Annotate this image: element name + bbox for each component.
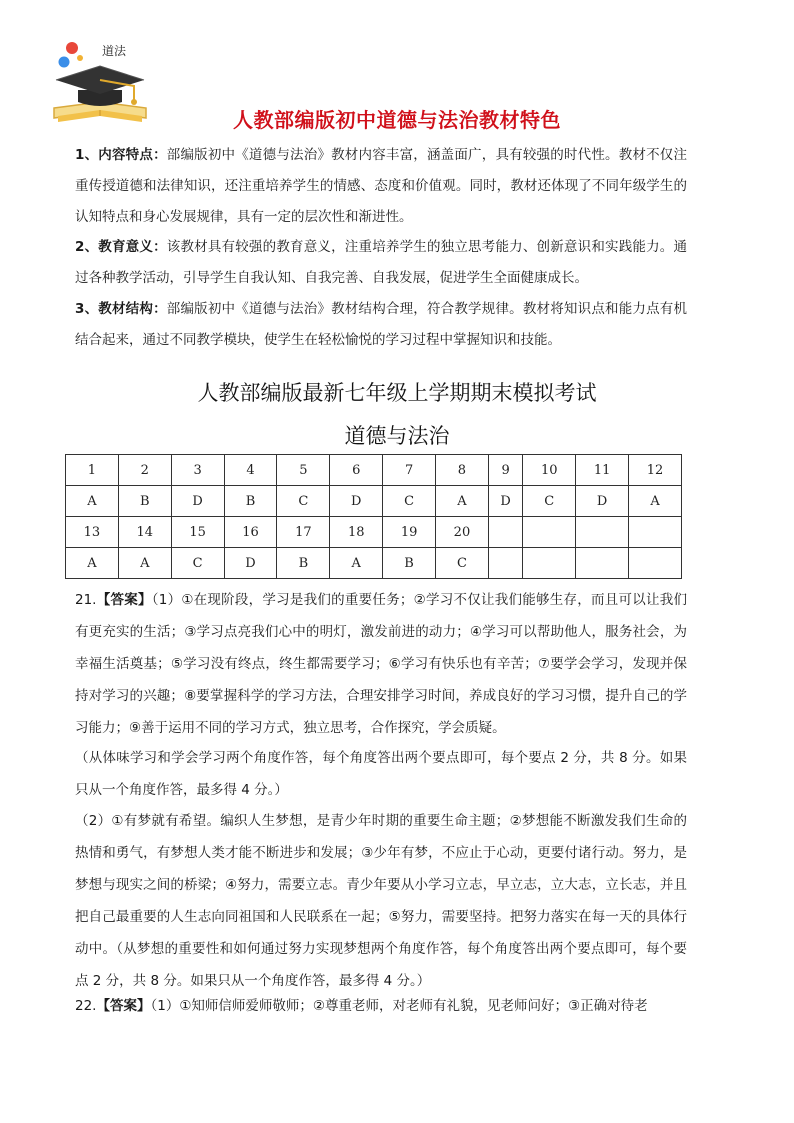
intro-item-text: 部编版初中《道德与法治》教材结构合理，符合教学规律。教材将知识点和能力点有机结合起来，通过不同教学模块，使学生在轻松愉悦的学习过程中掌握知识和技能。 xyxy=(75,301,687,348)
table-cell xyxy=(523,548,576,579)
answer-text: （1）①知师信师爱师敬师；②尊重老师，对老师有礼貌，见老师问好；③正确对待老 xyxy=(150,998,648,1014)
table-cell: A xyxy=(330,548,383,579)
answer-tag: 【答案】 xyxy=(96,592,152,608)
table-cell: 3 xyxy=(171,455,224,486)
table-row xyxy=(66,517,682,548)
exam-subtitle: 道德与法治 xyxy=(344,424,450,448)
table-cell: B xyxy=(224,486,277,517)
table-cell: C xyxy=(436,548,489,579)
question-21-part-1 xyxy=(75,584,687,744)
table-cell xyxy=(488,517,522,548)
table-cell: 6 xyxy=(330,455,383,486)
intro-item-content xyxy=(75,140,687,233)
table-cell: A xyxy=(118,548,171,579)
table-cell: 17 xyxy=(277,517,330,548)
table-cell: 5 xyxy=(277,455,330,486)
table-cell: A xyxy=(629,486,682,517)
table-cell: B xyxy=(383,548,436,579)
table-cell: 1 xyxy=(66,455,119,486)
question-number: 22. xyxy=(75,998,97,1014)
answer-tag: 【答案】 xyxy=(96,998,151,1014)
answer-text: （1）①在现阶段，学习是我们的重要任务；②学习不仅让我们能够生存，而且可以让我们有更充实的生活；③学习点亮我们心中的明灯，激发前进的动力；④学习可以帮助他人，服务社会，为幸福生活奠基；⑤学习没有终点，终生都需要学习；⑥学习有快乐也有辛苦；⑦要学会学习，发现并保持对学习的兴趣；⑧要掌握科学的学习方法，合理安排学习时间，养成良好的学习习惯，提升自己的学习能力；⑨善于运用不同的学习方式，独立思考，合作探究，学会质疑。 xyxy=(75,592,687,736)
table-cell: C xyxy=(383,486,436,517)
question-number: 21. xyxy=(75,592,97,608)
table-cell xyxy=(488,548,522,579)
table-cell: 12 xyxy=(629,455,682,486)
table-cell: 20 xyxy=(436,517,489,548)
table-cell: 11 xyxy=(576,455,629,486)
intro-title: 人教部编版初中道德与法治教材特色 xyxy=(233,108,561,132)
table-cell: 14 xyxy=(118,517,171,548)
table-cell: 19 xyxy=(383,517,436,548)
intro-item-education xyxy=(75,232,687,294)
intro-item-structure xyxy=(75,294,687,356)
intro-item-label: 1、内容特点： xyxy=(75,147,167,163)
table-cell: 16 xyxy=(224,517,277,548)
answer-table xyxy=(65,454,682,579)
table-cell: C xyxy=(523,486,576,517)
table-cell: D xyxy=(330,486,383,517)
table-cell xyxy=(576,517,629,548)
table-cell: C xyxy=(277,486,330,517)
table-cell: 10 xyxy=(523,455,576,486)
table-row xyxy=(66,548,682,579)
table-cell xyxy=(523,517,576,548)
table-cell: 18 xyxy=(330,517,383,548)
table-cell: D xyxy=(171,486,224,517)
table-cell: 15 xyxy=(171,517,224,548)
table-cell: A xyxy=(66,486,119,517)
table-cell: D xyxy=(576,486,629,517)
question-22-part-1 xyxy=(75,990,687,1022)
exam-title: 人教部编版最新七年级上学期期末模拟考试 xyxy=(197,381,597,405)
table-row xyxy=(66,486,682,517)
question-21-note: （从体味学习和学会学习两个角度作答，每个角度答出两个要点即可，每个要点 2 分，共 8 分。如果只从一个角度作答，最多得 4 分。） xyxy=(75,750,687,798)
table-cell: A xyxy=(436,486,489,517)
logo-label: 道法 xyxy=(102,44,127,58)
table-cell: 7 xyxy=(383,455,436,486)
intro-item-text: 部编版初中《道德与法治》教材内容丰富，涵盖面广，具有较强的时代性。教材不仅注重传授道德和法律知识，还注重培养学生的情感、态度和价值观。同时，教材还体现了不同年级学生的认知特点和身心发展规律，具有一定的层次性和渐进性。 xyxy=(75,147,687,225)
table-cell: A xyxy=(66,548,119,579)
question-21-part-2: （2）①有梦就有希望。编织人生梦想，是青少年时期的重要生命主题；②梦想能不断激发我们生命的热情和勇气，有梦想人类才能不断进步和发展；③少年有梦，不应止于心动，更要付诸行动。努力，是梦想与现实之间的桥梁；④努力，需要立志。青少年要从小学习立志，早立志，立大志，立长志，并且把自己最重要的人生志向同祖国和人民联系在一起；⑤努力，需要坚持。把努力落实在每一天的具体行动中。（从梦想的重要性和如何通过努力实现梦想两个角度作答，每个角度答出两个要点即可，每个要点 2 分，共 8 分。如果只从一个角度作答，最多得 4 分。） xyxy=(75,813,687,989)
table-cell xyxy=(629,517,682,548)
table-cell xyxy=(629,548,682,579)
table-cell: 9 xyxy=(488,455,522,486)
table-cell: 13 xyxy=(66,517,119,548)
intro-item-text: 该教材具有较强的教育意义，注重培养学生的独立思考能力、创新意识和实践能力。通过各种教学活动，引导学生自我认知、自我完善、自我发展，促进学生全面健康成长。 xyxy=(75,239,687,286)
table-cell: 2 xyxy=(118,455,171,486)
table-cell: D xyxy=(488,486,522,517)
intro-item-label: 2、教育意义： xyxy=(75,239,167,255)
table-cell: B xyxy=(118,486,171,517)
table-cell: D xyxy=(224,548,277,579)
table-row xyxy=(66,455,682,486)
table-cell: 8 xyxy=(436,455,489,486)
intro-item-label: 3、教材结构： xyxy=(75,301,167,317)
table-cell: C xyxy=(171,548,224,579)
table-cell xyxy=(576,548,629,579)
table-cell: 4 xyxy=(224,455,277,486)
table-cell: B xyxy=(277,548,330,579)
